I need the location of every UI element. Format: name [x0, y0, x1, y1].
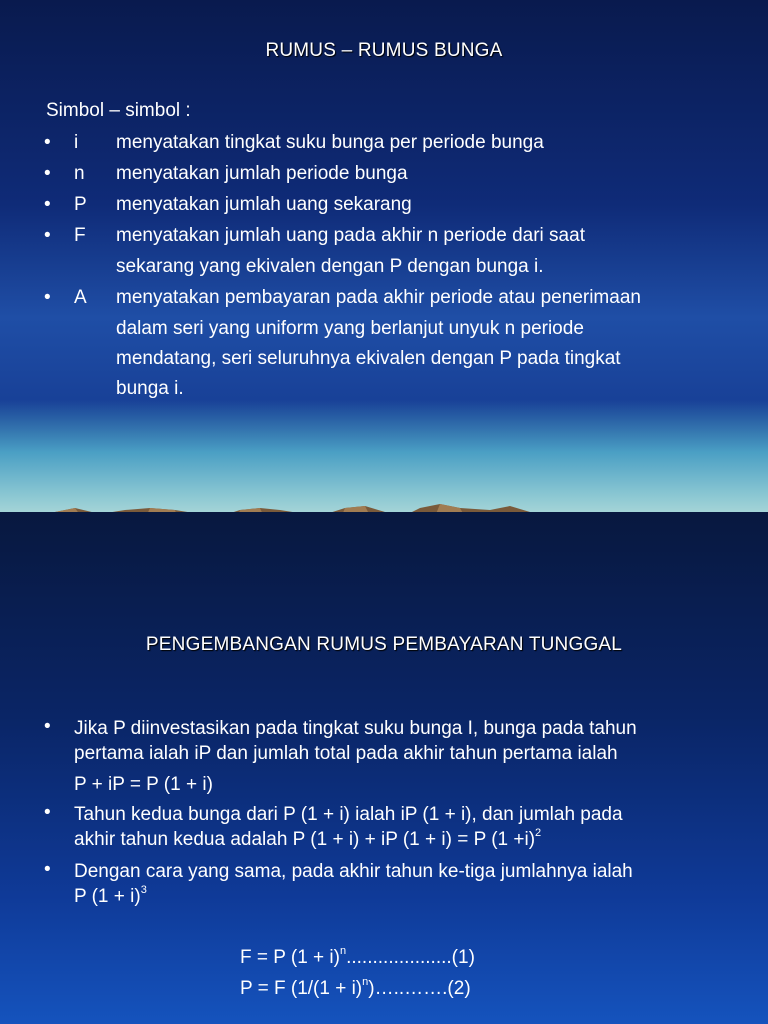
exponent: n — [339, 945, 347, 957]
symbol-description-line: mendatang, seri seluruhnya ekivalen dengan P pada tingkat — [116, 348, 621, 369]
bullet-icon: • — [44, 802, 51, 823]
exponent: 2 — [535, 827, 542, 839]
paragraph-line: Tahun kedua bunga dari P (1 + i) ialah iP (1 + i), dan jumlah pada — [74, 804, 623, 825]
formula-text: P = F (1/(1 + i) — [240, 978, 363, 999]
paragraph-text: P (1 + i) — [74, 886, 141, 907]
formula-tail: )…..…….(2) — [368, 978, 471, 999]
symbol-label: A — [74, 287, 87, 308]
symbol-label: n — [74, 163, 85, 184]
formula-text: F = P (1 + i) — [240, 947, 340, 968]
symbol-description-line: sekarang yang ekivalen dengan P dengan bunga i. — [116, 256, 544, 277]
bullet-icon: • — [44, 163, 51, 184]
symbol-description: menyatakan jumlah uang pada akhir n periode dari saat — [116, 225, 585, 246]
exponent: 3 — [140, 884, 147, 896]
symbol-label: F — [74, 225, 86, 246]
symbol-description: menyatakan jumlah uang sekarang — [116, 194, 412, 215]
bullet-icon: • — [44, 716, 51, 737]
formula-1 — [240, 947, 475, 969]
bullet-icon: • — [44, 859, 51, 880]
paragraph-line: Jika P diinvestasikan pada tingkat suku bunga I, bunga pada tahun — [74, 718, 637, 739]
paragraph-line: pertama ialah iP dan jumlah total pada akhir tahun pertama ialah — [74, 743, 618, 764]
symbol-description: menyatakan tingkat suku bunga per periode bunga — [116, 132, 544, 153]
paragraph-line-with-exponent — [74, 884, 724, 909]
paragraph-line: Dengan cara yang sama, pada akhir tahun ke-tiga jumlahnya ialah — [74, 861, 633, 882]
equation-line: P + iP = P (1 + i) — [74, 774, 213, 795]
bullet-icon: • — [44, 132, 51, 153]
paragraph-text: akhir tahun kedua adalah P (1 + i) + iP (1 + i) = P (1 +i) — [74, 829, 536, 850]
mountain-range-image — [0, 490, 768, 512]
symbol-description: menyatakan pembayaran pada akhir periode atau penerimaan — [116, 287, 641, 308]
symbol-label: i — [74, 132, 79, 153]
symbol-description-line: bunga i. — [116, 378, 184, 399]
symbols-heading: Simbol – simbol : — [46, 100, 191, 121]
symbol-description: menyatakan jumlah periode bunga — [116, 163, 408, 184]
bullet-icon: • — [44, 225, 51, 246]
slide-title: PENGEMBANGAN RUMUS PEMBAYARAN TUNGGAL — [145, 634, 623, 655]
symbol-label: P — [74, 194, 87, 215]
bullet-icon: • — [44, 194, 51, 215]
exponent: n — [362, 976, 369, 988]
slide-pembayaran-tunggal — [0, 512, 768, 1024]
slide-title: RUMUS – RUMUS BUNGA — [265, 40, 503, 61]
symbol-description-line: dalam seri yang uniform yang berlanjut unyuk n periode — [116, 318, 584, 339]
paragraph-line-with-exponent — [74, 827, 724, 852]
formula-2 — [240, 978, 471, 1000]
bullet-icon: • — [44, 287, 51, 308]
formula-tail: ....................(1) — [346, 947, 475, 968]
